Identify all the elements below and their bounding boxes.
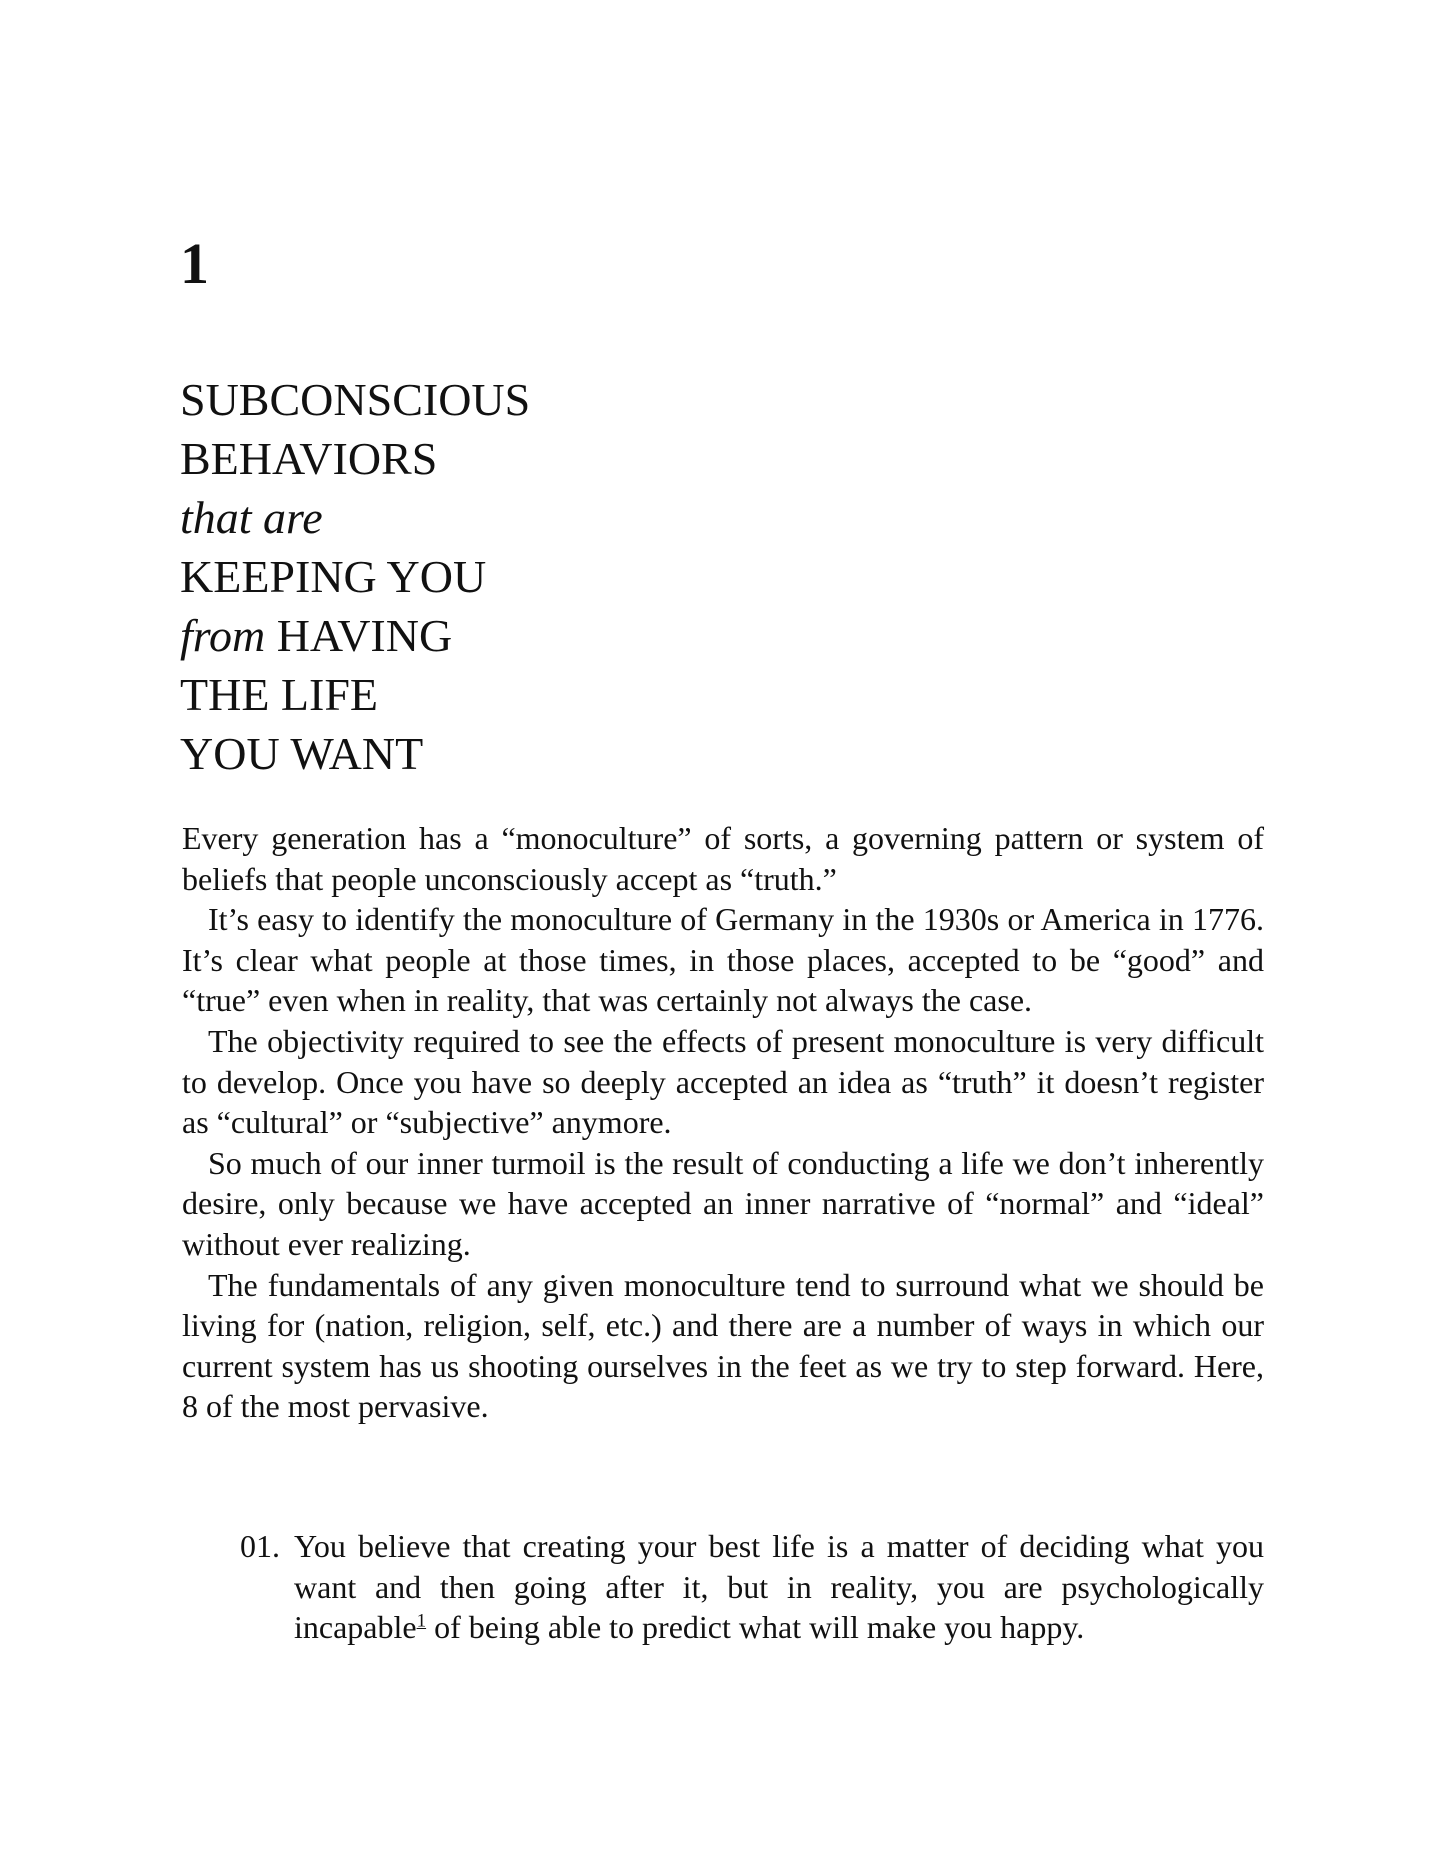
list-item-text: You believe that creating your best life is a matter of deciding what you want and then going after it, but in reality, you are psychologically incapable [294, 1528, 1264, 1646]
numbered-list [240, 1526, 1264, 1648]
chapter-title-line: SUBCONSCIOUS [180, 374, 531, 425]
list-item-number: 01. [240, 1528, 280, 1564]
chapter-title-italic: from [180, 610, 266, 661]
chapter-title-italic: that are [180, 492, 323, 543]
chapter-title-text: HAVING [265, 610, 453, 661]
paragraph: Every generation has a “monoculture” of sorts, a governing pattern or system of beliefs that people unconsciously accept as “truth.” [182, 820, 1264, 897]
paragraph: So much of our inner turmoil is the result of conducting a life we don’t inherently desire, only because we have accepted an inner narrative of “normal” and “ideal” without ever realizing. [182, 1144, 1264, 1262]
footnote-link[interactable]: 1 [416, 1610, 427, 1632]
chapter-number: 1 [180, 231, 209, 296]
list-item-text: of being able to predict what will make you happy. [426, 1609, 1085, 1646]
chapter-title-line: THE LIFE [180, 669, 379, 720]
chapter-title-line: BEHAVIORS [180, 433, 438, 484]
chapter-title-line: YOU WANT [180, 728, 424, 779]
paragraph: It’s easy to identify the monoculture of Germany in the 1930s or America in 1776. It’s clear what people at those times, in those places, accepted to be “good” and “true” even when in reality, that was certainly not always the case. [182, 901, 1264, 1019]
chapter-title-line [180, 606, 530, 665]
paragraph: The fundamentals of any given monoculture tend to surround what we should be living for (nation, religion, self, etc.) and there are a number of ways in which our current system has us shooting ourselves in the feet as we try to step forward. Here, 8 of the most pervasive. [182, 1266, 1264, 1425]
paragraph: The objectivity required to see the effects of present monoculture is very difficult to develop. Once you have so deeply accepted an idea as “truth” it doesn’t register as “cultural” or “subjective” anymore. [182, 1022, 1264, 1141]
chapter-title [180, 370, 530, 783]
list-item [240, 1526, 1264, 1648]
chapter-title-line [180, 488, 530, 547]
body-text [182, 818, 1264, 1427]
chapter-title-line: KEEPING YOU [180, 551, 487, 602]
